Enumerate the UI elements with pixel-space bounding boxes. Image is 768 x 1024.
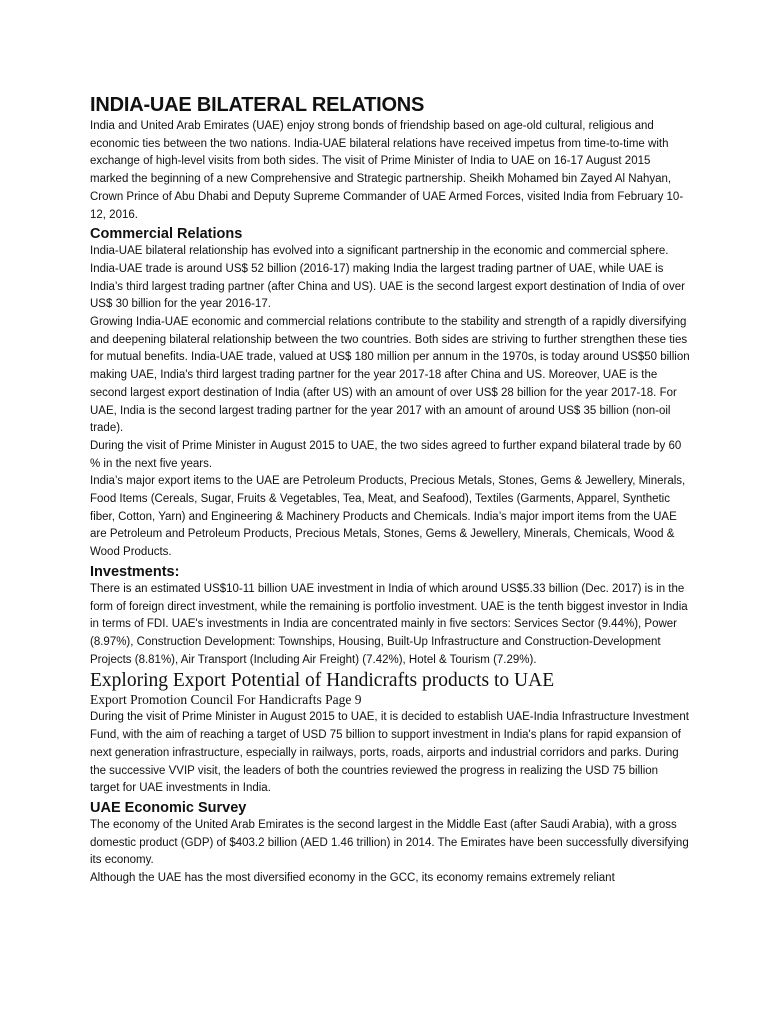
commercial-paragraph-2: Growing India-UAE economic and commercial relations contribute to the stability and strength of a rapidly diversifying and deepening bilateral relationship between the two countries. Both sides are striving to further strengthen these ties for mutual benefits. India-UAE trade, valued at US$ 180 million per annum in the 1970s, is today around US$50 billion making UAE, India's third largest trading partner for the year 2017-18 after China and US. Moreover, UAE is the second largest export destination of India (after US) with an amount of over US$ 28 billion for the year 2017-18. For UAE, India is the second largest trading partner for the year 2017 with an amount of around US$ 35 billion (non-oil trade). bbox=[90, 316, 690, 435]
export-potential-heading: Exploring Export Potential of Handicrafts products to UAE bbox=[90, 670, 555, 692]
investments-paragraph: There is an estimated US$10-11 billion UAE investment in India of which around US$5.33 billion (Dec. 2017) is in the form of foreign direct investment, while the remaining is portfolio investment. UAE is the tenth biggest investor in India in terms of FDI. UAE's investments in India are concentrated mainly in five sectors: Services Sector (9.44%), Power (8.97%), Construction Development: Townships, Housing, Built-Up Infrastructure and Construction-Development Projects (8.81%), Air Transport (Including Air Freight) (7.42%), Hotel & Tourism (7.29%). bbox=[90, 582, 688, 666]
export-council-subheading: Export Promotion Council For Handicrafts Page 9 bbox=[90, 692, 362, 708]
economic-survey-heading: UAE Economic Survey bbox=[90, 799, 247, 816]
document-page bbox=[90, 94, 690, 888]
commercial-paragraph-3: During the visit of Prime Minister in August 2015 to UAE, the two sides agreed to further expand bilateral trade by 60 % in the next five years. bbox=[90, 439, 682, 470]
survey-paragraph-2: Although the UAE has the most diversified economy in the GCC, its economy remains extremely reliant bbox=[90, 872, 615, 885]
export-paragraph: During the visit of Prime Minister in August 2015 to UAE, it is decided to establish UAE-India Infrastructure Investment Fund, with the aim of reaching a target of USD 75 billion to support investment in India's plans for rapid expansion of next generation infrastructure, especially in railways, ports, roads, airports and industrial corridors and parks. During the successive VVIP visit, the leaders of both the countries reviewed the progress in realizing the USD 75 billion target for UAE investments in India. bbox=[90, 711, 689, 795]
commercial-paragraph-4: India’s major export items to the UAE are Petroleum Products, Precious Metals, Stones, Gems & Jewellery, Minerals, Food Items (Cereals, Sugar, Fruits & Vegetables, Tea, Meat, and Seafood), Textiles (Garments, Apparel, Synthetic fiber, Cotton, Yarn) and Engineering & Machinery Products and Chemicals. India’s major import items from the UAE are Petroleum and Petroleum Products, Precious Metals, Stones, Gems & Jewellery, Minerals, Chemicals, Wood & Wood Products. bbox=[90, 475, 686, 559]
page-title: INDIA-UAE BILATERAL RELATIONS bbox=[90, 94, 425, 116]
commercial-relations-heading: Commercial Relations bbox=[90, 226, 243, 243]
survey-paragraph-1: The economy of the United Arab Emirates is the second largest in the Middle East (after Saudi Arabia), with a gross domestic product (GDP) of $403.2 billion (AED 1.46 trillion) in 2014. The Emirates have been successfully diversifying its economy. bbox=[90, 818, 689, 867]
commercial-paragraph-1: India-UAE bilateral relationship has evolved into a significant partnership in the economic and commercial sphere. India-UAE trade is around US$ 52 billion (2016-17) making India the largest trading partner of UAE, while UAE is India’s third largest trading partner (after China and US). UAE is the second largest export destination of India of over US$ 30 billion for the year 2016-17. bbox=[90, 245, 685, 311]
investments-heading: Investments: bbox=[90, 563, 180, 580]
intro-paragraph: India and United Arab Emirates (UAE) enjoy strong bonds of friendship based on age-old cultural, religious and economic ties between the two nations. India-UAE bilateral relations have received impetus from time-to-time with exchange of high-level visits from both sides. The visit of Prime Minister of India to UAE on 16-17 August 2015 marked the beginning of a new Comprehensive and Strategic partnership. Sheikh Mohamed bin Zayed Al Nahyan, Crown Prince of Abu Dhabi and Deputy Supreme Commander of UAE Armed Forces, visited India from February 10-12, 2016. bbox=[90, 120, 684, 221]
